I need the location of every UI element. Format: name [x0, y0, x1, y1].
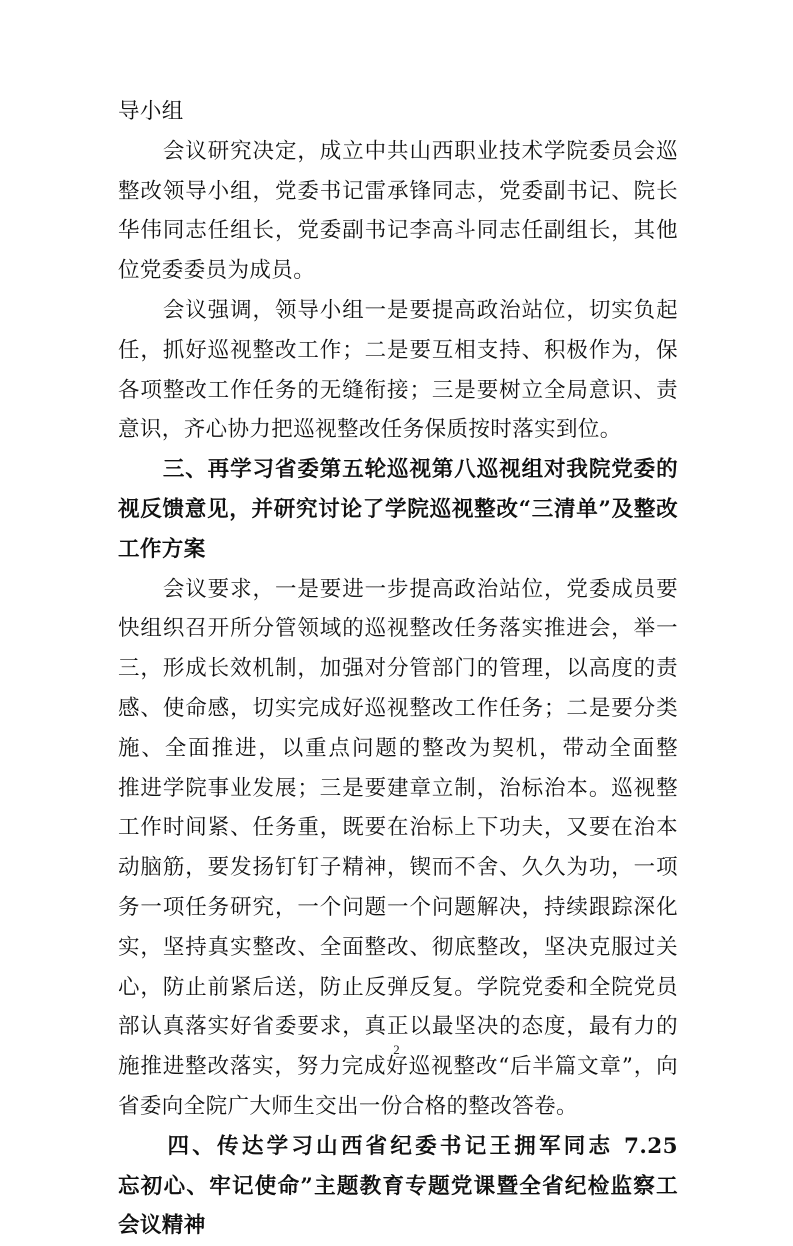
paragraph-line: 导小组: [118, 99, 184, 124]
paragraph-line: 快组织召开所分管领域的巡视整改任务落实推进会，举一: [118, 616, 678, 642]
page-number: 2: [393, 1042, 400, 1057]
paragraph-line: 各项整改工作任务的无缝衔接；三是要树立全局意识、责: [118, 377, 678, 403]
paragraph-line: 推进学院事业发展；三是要建章立制，治标治本。巡视整: [118, 775, 678, 801]
paragraph-line: 会议研究决定，成立中共山西职业技术学院委员会巡: [162, 138, 678, 164]
paragraph-line: 整改领导小组，党委书记雷承锋同志，党委副书记、院长: [118, 178, 678, 204]
paragraph-line: 工作时间紧、任务重，既要在治标上下功夫，又要在治本: [118, 815, 678, 841]
paragraph-line: 感、使命感，切实完成好巡视整改工作任务；二是要分类: [118, 695, 678, 721]
section-heading-line: 工作方案: [118, 536, 206, 562]
section-heading-line: 四、传达学习山西省纪委书记王拥军同志 7.25: [167, 1133, 678, 1159]
section-heading-line: 会议精神: [118, 1213, 206, 1239]
section-heading-line: 三、再学习省委第五轮巡视第八巡视组对我院党委的: [162, 457, 678, 483]
paragraph-line: 会议强调，领导小组一是要提高政治站位，切实负起: [162, 297, 678, 323]
paragraph-line: 三，形成长效机制，加强对分管部门的管理，以高度的责: [118, 656, 678, 682]
paragraph-line: 施推进整改落实，努力完成好巡视整改“后半篇文章”，向: [118, 1054, 678, 1080]
paragraph-line: 任，抓好巡视整改工作；二是要互相支持、积极作为，保: [118, 337, 678, 363]
paragraph-line: 动脑筋，要发扬钉钉子精神，锲而不舍、久久为功，一项: [118, 855, 678, 881]
paragraph-line: 务一项任务研究，一个问题一个问题解决，持续跟踪深化: [118, 894, 678, 920]
document-body: [118, 92, 678, 1246]
paragraph-line: 会议要求，一是要进一步提高政治站位，党委成员要: [162, 576, 678, 602]
paragraph-line: 实，坚持真实整改、全面整改、彻底整改，坚决克服过关: [118, 934, 678, 960]
paragraph-line: 施、全面推进，以重点问题的整改为契机，带动全面整: [118, 735, 678, 761]
section-heading-line: 忘初心、牢记使命”主题教育专题党课暨全省纪检监察工: [118, 1173, 678, 1199]
section-heading-line: 视反馈意见，并研究讨论了学院巡视整改“三清单”及整改: [118, 496, 678, 522]
paragraph-line: 心，防止前紧后送，防止反弹反复。学院党委和全院党员: [118, 974, 678, 1000]
paragraph-line: 省委向全院广大师生交出一份合格的整改答卷。: [118, 1093, 578, 1119]
paragraph-line: 位党委委员为成员。: [118, 258, 316, 284]
paragraph-line: 华伟同志任组长，党委副书记李高斗同志任副组长，其他: [118, 218, 678, 244]
paragraph-line: 意识，齐心协力把巡视整改任务保质按时落实到位。: [118, 417, 622, 443]
paragraph-line: 部认真落实好省委要求，真正以最坚决的态度，最有力的: [118, 1014, 678, 1040]
